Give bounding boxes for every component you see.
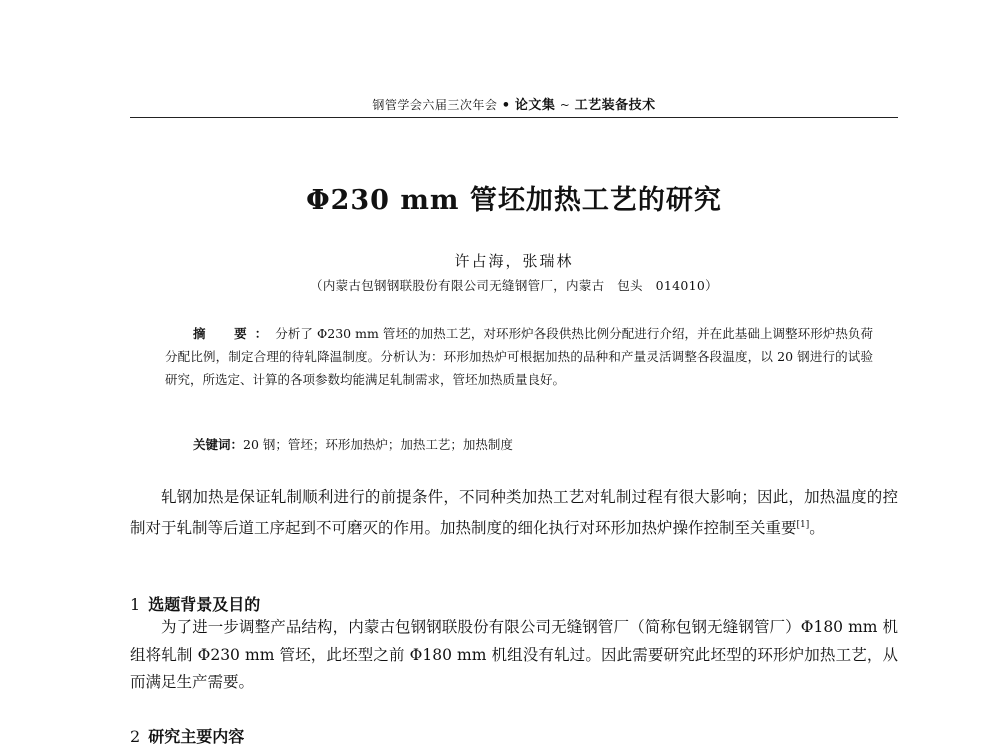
paper-authors: 许占海，张瑞林 bbox=[454, 252, 574, 270]
header-collection: 论文集 bbox=[514, 98, 556, 113]
section-1-title: 选题背景及目的 bbox=[148, 595, 261, 614]
keywords bbox=[193, 435, 873, 453]
header-separator: • bbox=[501, 98, 511, 113]
paper-affiliation: （内蒙古包钢钢联股份有限公司无缝钢管厂，内蒙古 包头 014010） bbox=[310, 278, 718, 293]
section-2-number: 2 bbox=[130, 727, 141, 746]
header-meeting: 钢管学会六届三次年会 bbox=[372, 98, 498, 112]
abstract-label: 摘 要： bbox=[193, 326, 276, 341]
keywords-label: 关键词： bbox=[193, 437, 244, 452]
section-1-heading bbox=[130, 592, 260, 615]
abstract bbox=[165, 322, 873, 391]
header-section: 工艺装备技术 bbox=[574, 98, 656, 113]
abstract-text: 分析了 Φ230 mm 管坯的加热工艺，对环形炉各段供热比例分配进行介绍，并在此基础上调整环形炉热负荷分配比例，制定合理的待轧降温制度。分析认为：环形加热炉可根据加热的品种和产量灵活调整各段温度，以 20 钢进行的试验研究，所选定、计算的各项参数均能满足轧制需求，管坯加热质量良好。 bbox=[165, 326, 873, 387]
paper-title: Φ230 mm 管坯加热工艺的研究 bbox=[306, 185, 722, 216]
section-1-paragraph: 为了进一步调整产品结构，内蒙古包钢钢联股份有限公司无缝钢管厂（简称包钢无缝钢管厂）Φ180 mm 机组将轧制 Φ230 mm 管坯，此坯型之前 Φ180 mm 机组没有轧过。因此需要研究此坯型的环形炉加热工艺，从而满足生产需要。 bbox=[130, 618, 898, 691]
intro-end: 。 bbox=[809, 518, 825, 537]
intro-text: 轧钢加热是保证轧制顺利进行的前提条件，不同种类加热工艺对轧制过程有很大影响；因此，加热温度的控制对于轧制等后道工序起到不可磨灭的作用。加热制度的细化执行对环形加热炉操作控制至关重要 bbox=[130, 488, 898, 537]
intro-citation: [1] bbox=[796, 519, 810, 530]
header-dash: ~ bbox=[559, 98, 571, 112]
section-2-title: 研究主要内容 bbox=[148, 727, 245, 746]
intro-paragraph bbox=[130, 484, 898, 542]
section-1-number: 1 bbox=[130, 595, 141, 614]
keywords-text: 20 钢；管坯；环形加热炉；加热工艺；加热制度 bbox=[243, 437, 513, 452]
section-2-heading bbox=[130, 724, 244, 747]
header-rule bbox=[130, 117, 898, 118]
running-header bbox=[130, 94, 898, 113]
